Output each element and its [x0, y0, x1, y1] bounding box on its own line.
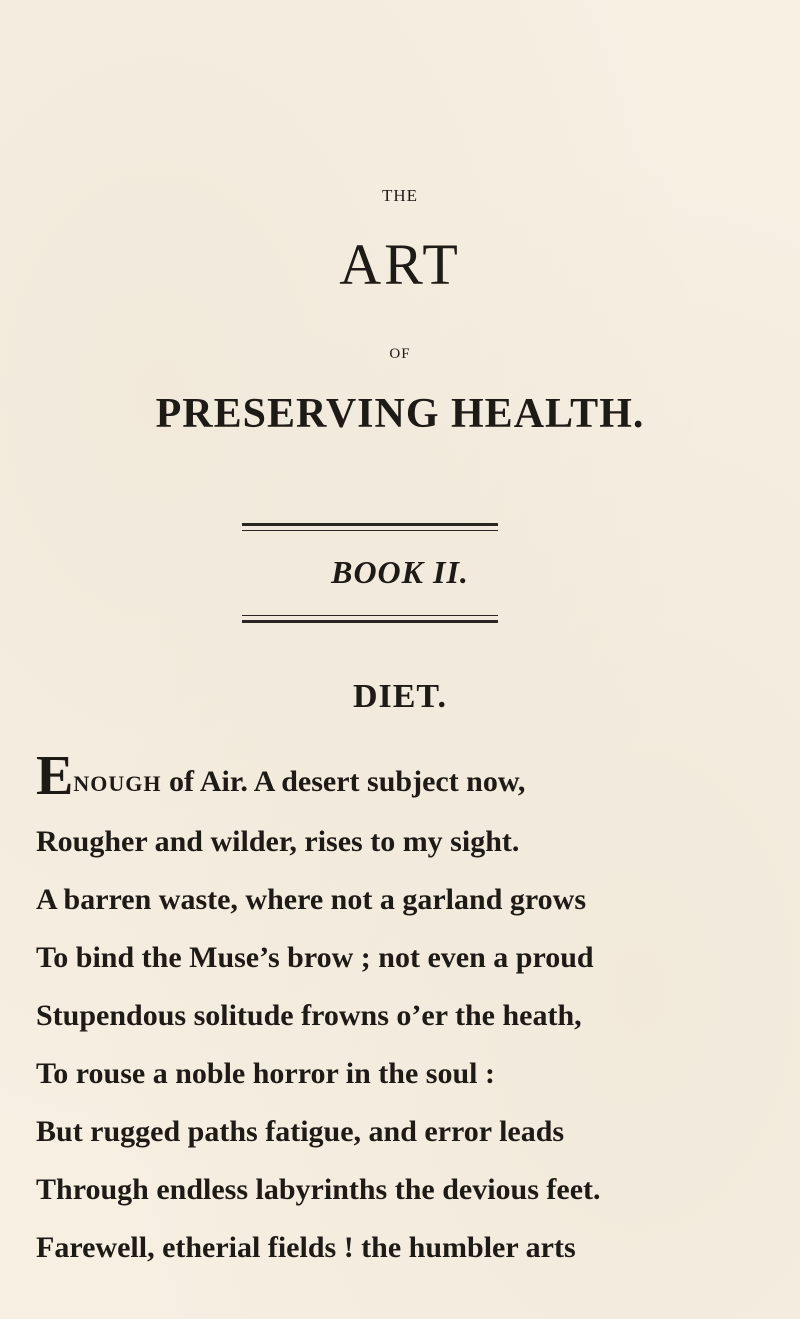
poem-line: But rugged paths fatigue, and error leads [36, 1115, 565, 1148]
title-art: ART [339, 232, 461, 297]
bottom-rule-thin [242, 615, 498, 616]
section-heading: DIET. [352, 678, 448, 715]
drop-cap: E [36, 745, 74, 807]
title-of: OF [389, 346, 411, 362]
top-rule-thin [242, 530, 498, 531]
poem-line-1 [36, 745, 776, 813]
title-subject: PRESERVING HEALTH. [155, 391, 645, 437]
poem-line: A barren waste, where not a garland grows [36, 883, 586, 916]
poem-line: Farewell, etherial fields ! the humbler arts [36, 1231, 576, 1264]
bottom-rule-thick [242, 620, 498, 623]
poem-line: Rougher and wilder, rises to my sight. [36, 825, 520, 858]
poem-line: To bind the Muse’s brow ; not even a proud [36, 941, 594, 974]
poem-line: To rouse a noble horror in the soul : [36, 1057, 495, 1090]
small-caps-word: NOUGH [73, 771, 162, 796]
poem-text [36, 745, 776, 1277]
title-the: THE [381, 186, 419, 205]
poem-line-1-rest: of Air. A desert subject now, [161, 765, 526, 798]
book-heading: BOOK II. [331, 554, 469, 590]
poem-line: Through endless labyrinths the devious feet. [36, 1173, 601, 1206]
poem-line: Stupendous solitude frowns o’er the heath, [36, 999, 582, 1032]
top-rule-thick [242, 523, 498, 526]
